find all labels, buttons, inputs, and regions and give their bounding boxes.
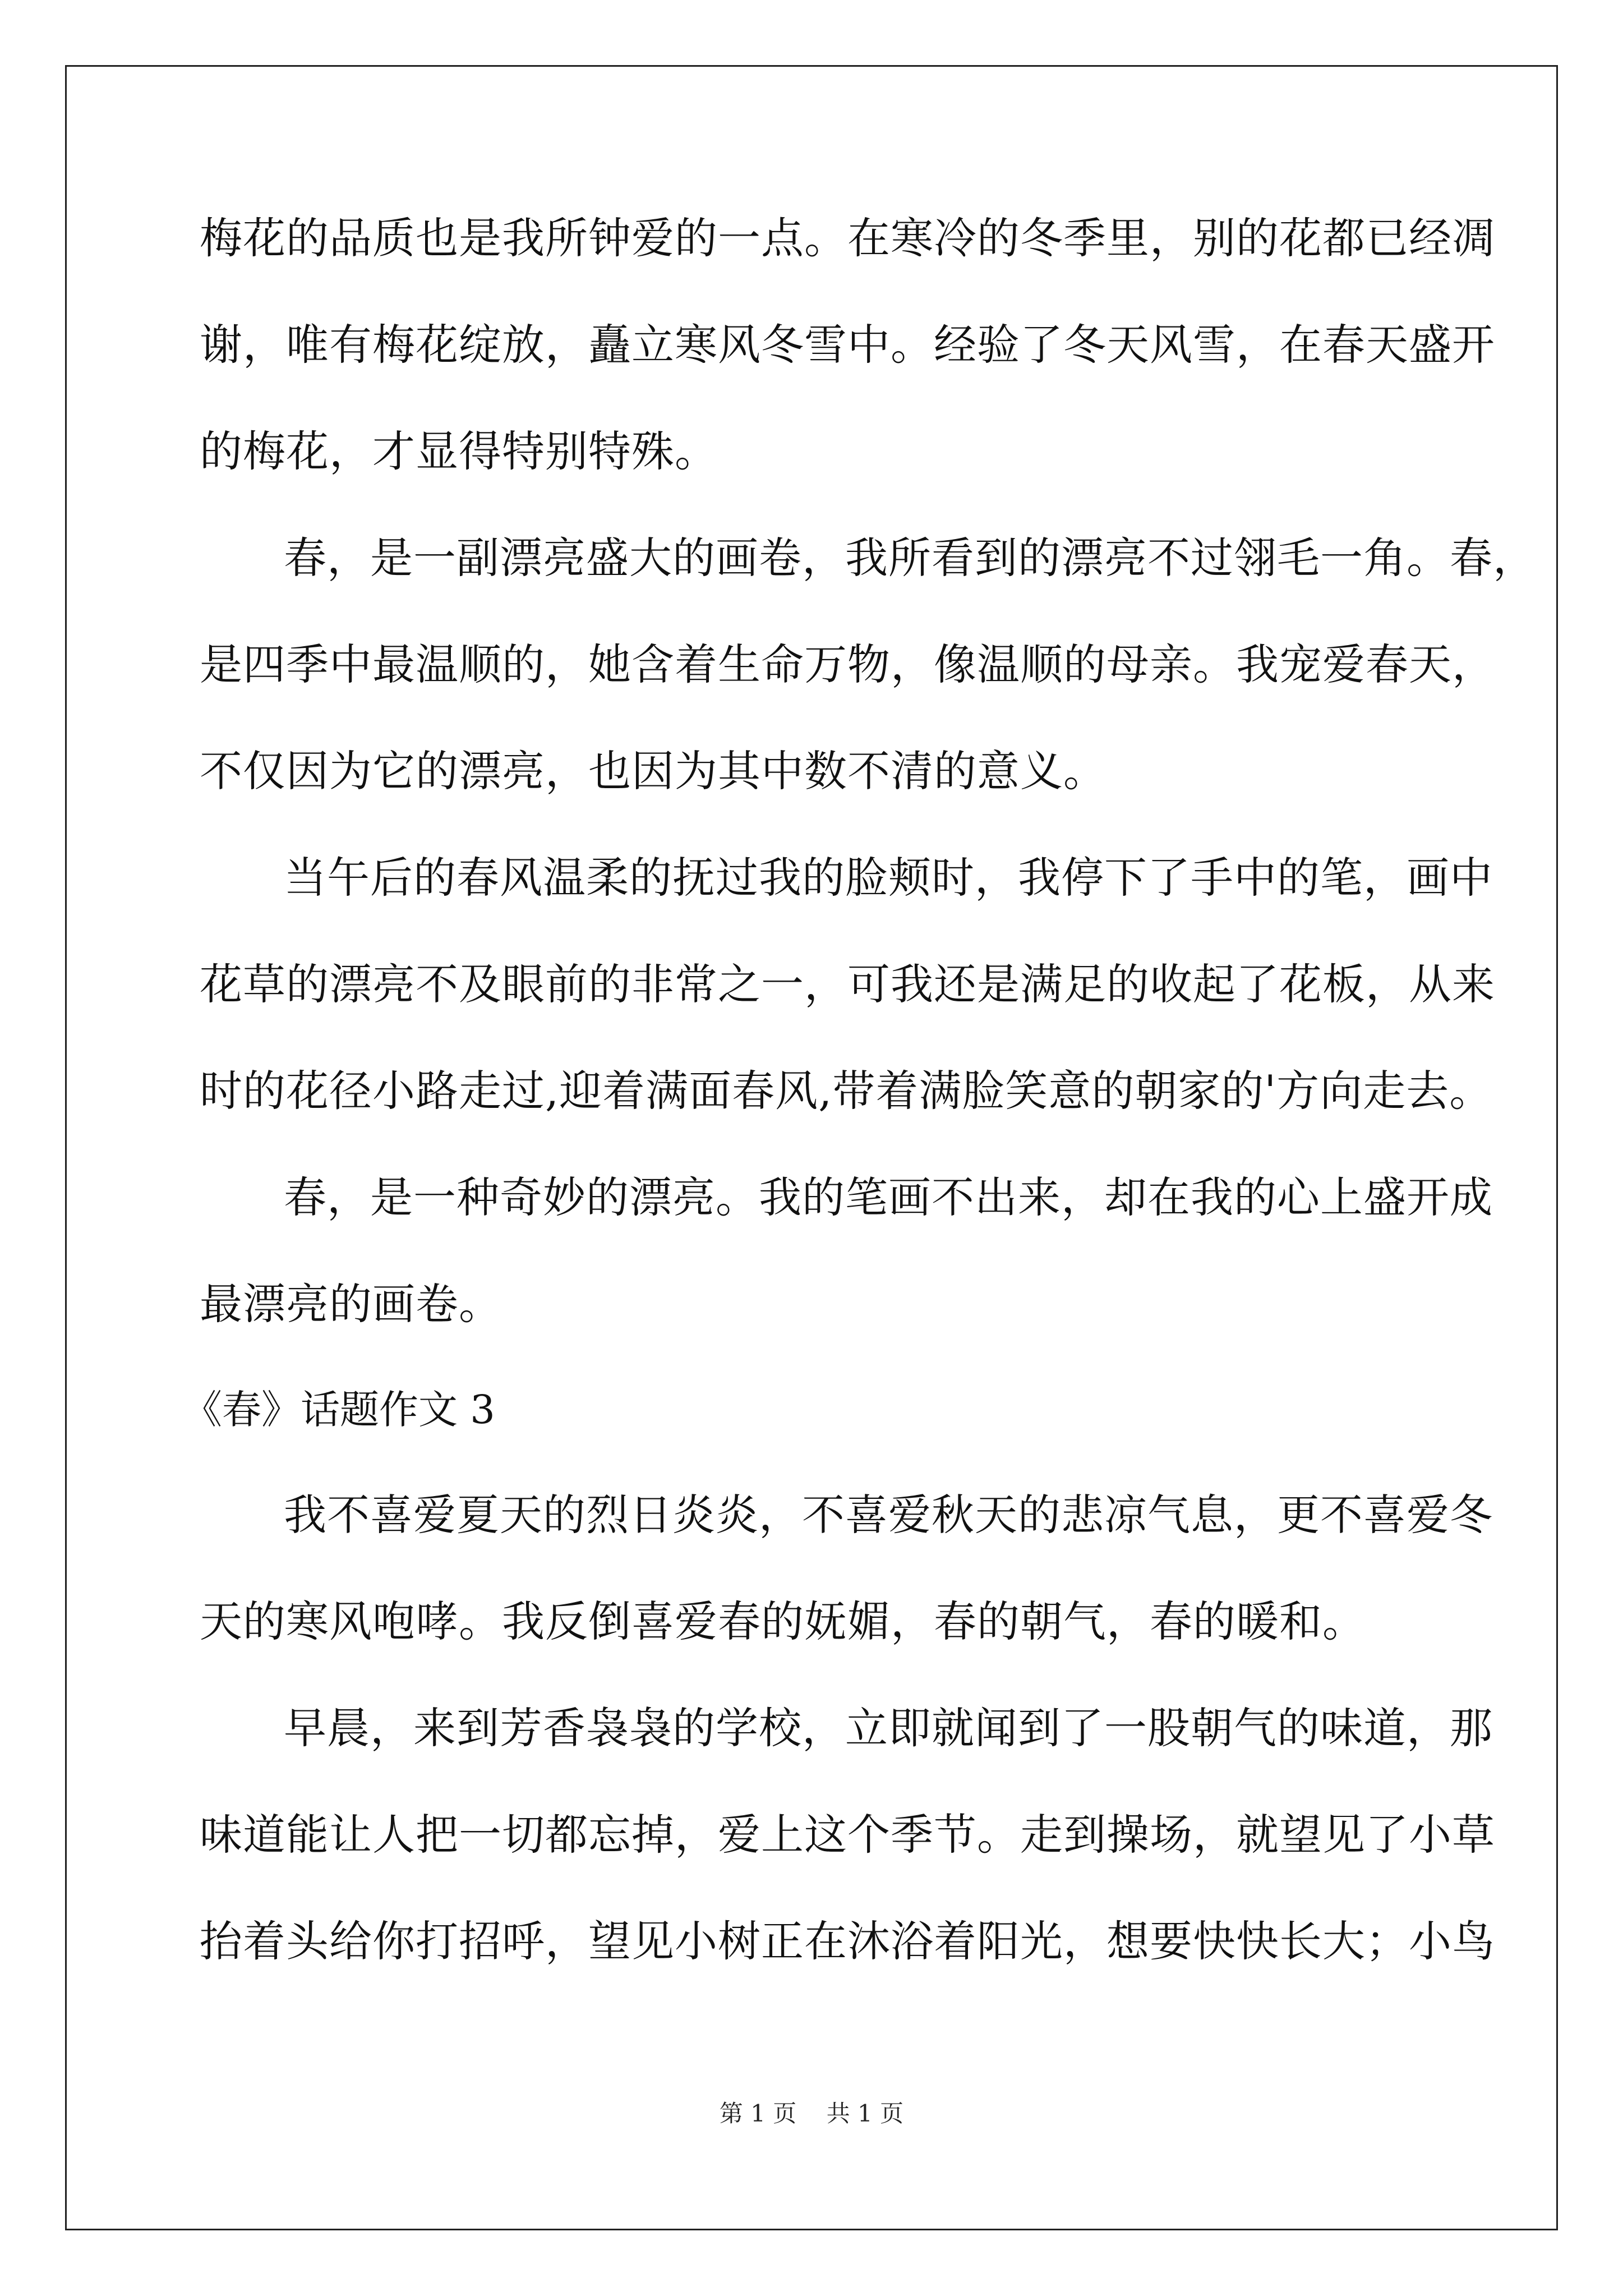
text-line: 的梅花，才显得特别特殊。 (200, 426, 718, 476)
text-line: 春，是一种奇妙的漂亮。我的笔画不出来，却在我的心上盛开成 (284, 1172, 1493, 1222)
text-line: 花草的漂亮不及眼前的非常之一，可我还是满足的收起了花板，从来 (200, 959, 1495, 1009)
text-line: 梅花的品质也是我所钟爱的一点。在寒冷的冬季里，别的花都已经凋 (200, 213, 1495, 263)
text-line: 味道能让人把一切都忘掉，爱上这个季节。走到操场，就望见了小草 (200, 1810, 1495, 1860)
text-line: 天的寒风咆哮。我反倒喜爱春的妩媚，春的朝气，春的暖和。 (200, 1596, 1366, 1646)
text-line: 早晨，来到芳香袅袅的学校，立即就闻到了一股朝气的味道，那 (284, 1703, 1493, 1753)
text-line: 时的花径小路走过,迎着满面春风,带着满脸笑意的朝家的'方向走去。 (200, 1066, 1493, 1116)
page-footer: 第 1 页 共 1 页 (719, 2100, 904, 2127)
text-line: 抬着头给你打招呼，望见小树正在沐浴着阳光，想要快快长大；小鸟 (200, 1916, 1495, 1966)
section-heading: 《春》话题作文 3 (183, 1387, 495, 1433)
text-line: 当午后的春风温柔的抚过我的脸颊时，我停下了手中的笔，画中 (284, 853, 1493, 903)
text-line: 最漂亮的画卷。 (200, 1279, 502, 1329)
text-line: 谢，唯有梅花绽放，矗立寒风冬雪中。经验了冬天风雪，在春天盛开 (200, 320, 1495, 370)
document-body (183, 185, 1536, 1995)
text-line: 春，是一副漂亮盛大的画卷，我所看到的漂亮不过翎毛一角。春， (284, 533, 1536, 583)
text-line: 不仅因为它的漂亮，也因为其中数不清的意义。 (200, 746, 1106, 796)
text-line: 我不喜爱夏天的烈日炎炎，不喜爱秋天的悲凉气息，更不喜爱冬 (284, 1490, 1493, 1540)
text-line: 是四季中最温顺的，她含着生命万物，像温顺的母亲。我宠爱春天， (200, 639, 1495, 689)
